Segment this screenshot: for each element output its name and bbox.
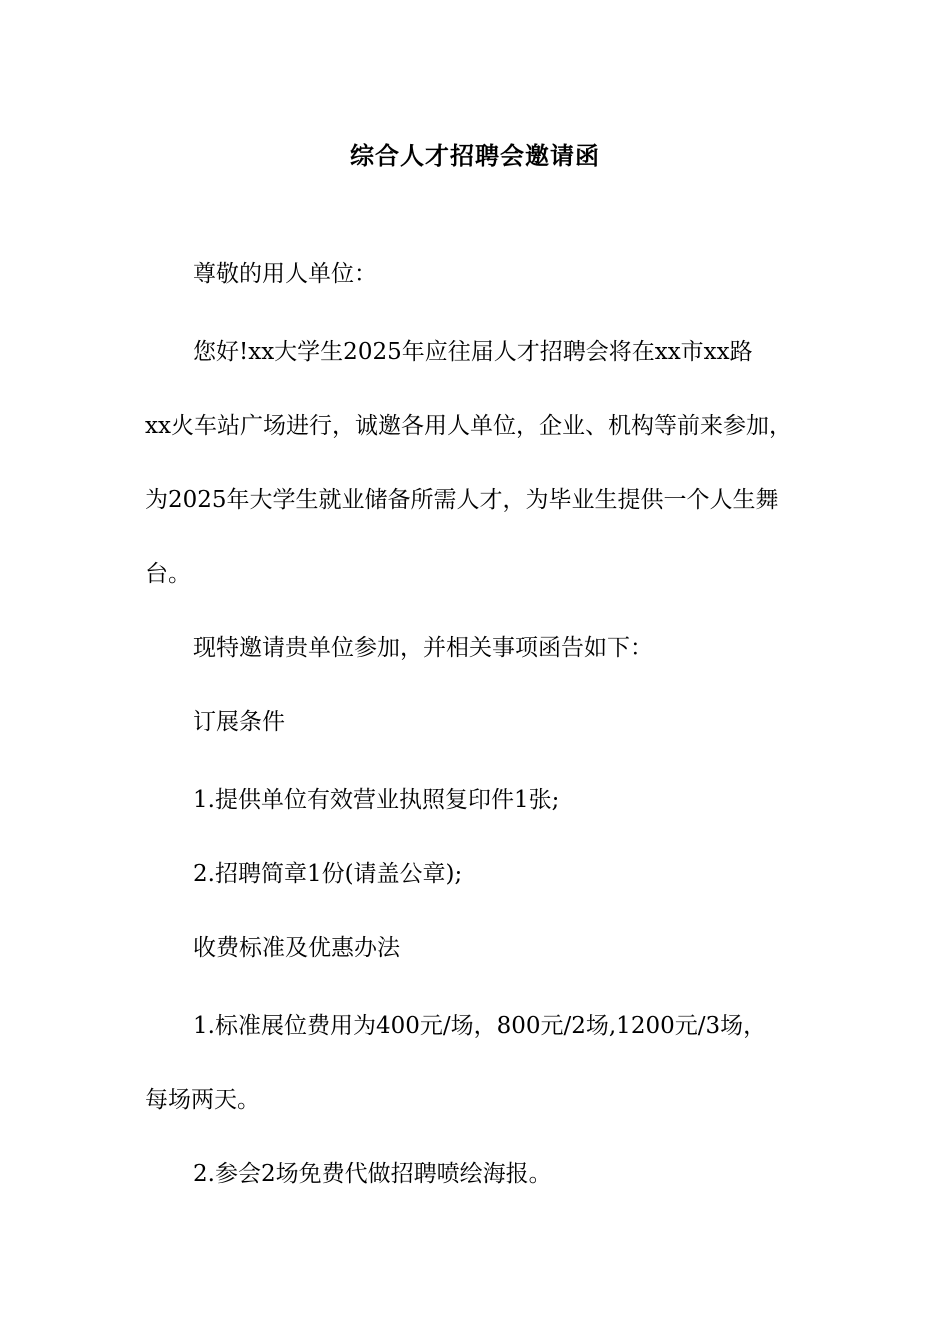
section-heading: 收费标准及优惠办法 — [193, 935, 400, 961]
document-title: 综合人才招聘会邀请函 — [350, 141, 600, 170]
paragraph-line: 台。 — [145, 561, 191, 587]
paragraph-line: 每场两天。 — [145, 1087, 260, 1113]
paragraph-line: xx火车站广场进行，诚邀各用人单位，企业、机构等前来参加， — [145, 413, 792, 439]
section-heading: 订展条件 — [193, 709, 285, 735]
list-item: 1.标准展位费用为400元/场，800元/2场,1200元/3场， — [193, 1013, 767, 1039]
list-item: 2.招聘简章1份(请盖公章); — [193, 861, 463, 887]
paragraph-line: 您好!xx大学生2025年应往届人才招聘会将在xx市xx路 — [193, 339, 753, 365]
salutation: 尊敬的用人单位： — [193, 261, 377, 287]
paragraph-line: 为2025年大学生就业储备所需人才，为毕业生提供一个人生舞 — [145, 487, 779, 513]
list-item: 2.参会2场免费代做招聘喷绘海报。 — [193, 1161, 552, 1187]
list-item: 1.提供单位有效营业执照复印件1张; — [193, 787, 560, 813]
paragraph-line: 现特邀请贵单位参加，并相关事项函告如下： — [193, 635, 653, 661]
